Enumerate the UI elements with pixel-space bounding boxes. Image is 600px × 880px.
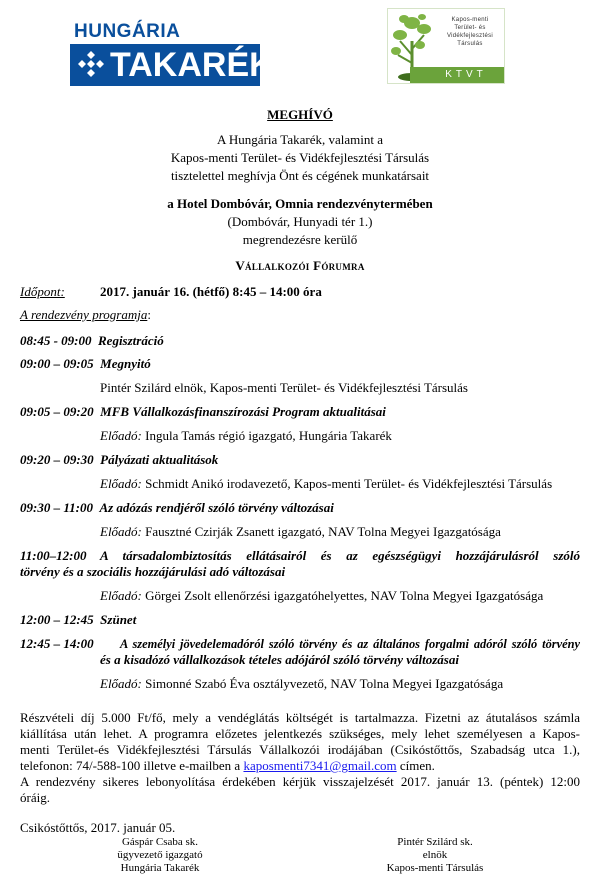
speaker-label: Előadó: (100, 588, 142, 603)
agenda-item (20, 612, 136, 628)
signature-org: Hungária Takarék (120, 862, 200, 874)
logo-text-bottom: TAKARÉK (110, 46, 274, 84)
ktvt-subtitle-line: Társulás (457, 41, 483, 47)
speaker-label: Előadó: (100, 524, 142, 539)
agenda-time: 09:00 – 09:05 (20, 356, 94, 371)
agenda-time: 08:45 - 09:00 (20, 333, 92, 348)
agenda-speaker: Pintér Szilárd elnök, Kapos-menti Terület- és Vidékfejlesztési Társulás (100, 380, 468, 395)
date-value: 2017. január 16. (hétfő) 8:45 – 14:00 óra (100, 284, 322, 299)
speaker-name: Ingula Tamás régió igazgató, Hungária Takarék (145, 428, 392, 443)
rsvp-line: A rendezvény sikeres lebonyolítása érdekében kérjük visszajelzését 2017. január 13. (péntek) 12:00 (20, 774, 580, 789)
agenda-time: 12:45 – 14:00 (20, 636, 94, 651)
agenda-title: Az adózás rendjéről szóló törvény változásai (99, 500, 334, 515)
agenda-item (20, 500, 334, 516)
signature-name: Gáspár Csaba sk. (121, 836, 199, 848)
agenda-title: törvény és a szociális hozzájárulási adó változásai (20, 564, 286, 579)
signature-org: Kapos-menti Társulás (386, 862, 484, 874)
agenda-title: Szünet (100, 612, 137, 627)
intro-line: Kapos-menti Terület- és Vidékfejlesztési Társulás (170, 150, 430, 165)
speaker-label: Előadó: (100, 476, 142, 491)
page-title: MEGHÍVÓ (267, 107, 333, 122)
hungaria-takarek-logo (70, 20, 274, 86)
program-heading-text: A rendezvény programja (20, 307, 148, 322)
agenda-time: 09:30 – 11:00 (20, 500, 93, 515)
agenda-time: 11:00–12:00 (20, 548, 87, 563)
fee-paragraph-line: Részvételi díj 5.000 Ft/fő, mely a vendéglátás költségét is tartalmazza. Fizetni az átutalásos számla (20, 710, 580, 725)
agenda-item (20, 333, 164, 349)
agenda-speaker (100, 476, 552, 492)
agenda-title: Pályázati aktualitások (100, 452, 219, 467)
contact-text: telefonon: 74/-588-100 illetve e-mailben a (20, 758, 244, 773)
agenda-title: Regisztráció (98, 333, 164, 348)
contact-text: címen. (396, 758, 435, 773)
agenda-time: 09:05 – 09:20 (20, 404, 94, 419)
agenda-item (20, 452, 218, 468)
agenda-speaker (100, 524, 501, 540)
fee-paragraph-line: menti Terület-és Vidékfejlesztési Társulás Vállalkozói irodájában (Csikóstőttős, Szabadság utca 1.), (20, 742, 580, 757)
agenda-title: A társadalombiztosítás ellátásairól és az egészségügyi hozzájárulásról szóló (100, 548, 580, 563)
ktvt-subtitle-line: Kapos-menti (451, 17, 489, 23)
fee-paragraph-line (20, 758, 435, 774)
date-label: Időpont: (20, 284, 65, 299)
speaker-label: Előadó: (100, 676, 142, 691)
agenda-speaker (100, 676, 503, 692)
agenda-time: 12:00 – 12:45 (20, 612, 94, 627)
speaker-name: Fausztné Czirják Zsanett igazgató, NAV Tolna Megyei Igazgatósága (145, 524, 501, 539)
intro-line: A Hungária Takarék, valamint a (217, 132, 383, 147)
intro-line: tisztelettel meghívja Önt és cégének munkatársait (170, 168, 430, 183)
program-heading (20, 307, 151, 323)
agenda-time: 09:20 – 09:30 (20, 452, 94, 467)
agenda-speaker (100, 428, 392, 444)
signature-name: Pintér Szilárd sk. (397, 836, 473, 848)
ktvt-subtitle-line: Terület- és (454, 25, 486, 31)
signature-role: ügyvezető igazgató (117, 849, 203, 861)
venue-line: a Hotel Dombóvár, Omnia rendezvénytermében (167, 196, 433, 211)
signature-right (335, 836, 535, 875)
agenda-item (20, 356, 151, 372)
ktvt-acronym: KTVT (445, 69, 487, 80)
ktvt-subtitle (436, 16, 504, 48)
agenda-title: és a kisadózó vállalkozások tételes adójáról szóló törvény változásai (100, 652, 459, 667)
agenda-title: Megnyitó (100, 356, 151, 371)
speaker-name: Görgei Zsolt ellenőrzési igazgatóhelyettes, NAV Tolna Megyei Igazgatósága (145, 588, 544, 603)
speaker-name: Simonné Szabó Éva osztályvezető, NAV Tolna Megyei Igazgatósága (145, 676, 504, 691)
agenda-speaker (100, 588, 543, 604)
venue-line: megrendezésre kerülő (242, 232, 358, 247)
agenda-item (20, 404, 386, 420)
logo-text-top: HUNGÁRIA (74, 21, 181, 42)
speaker-label: Előadó: (100, 428, 142, 443)
speaker-name: Schmidt Anikó irodavezető, Kapos-menti Terület- és Vidékfejlesztési Társulás (145, 476, 553, 491)
fee-paragraph-line: kiállítása után lehet. A programra előzetes jelentkezés szükséges, mely lehet személyesen a Kapos- (20, 726, 580, 741)
diamond-pattern-icon (76, 50, 106, 80)
email-link[interactable]: kaposmenti7341@gmail.com (243, 758, 397, 773)
rsvp-line: óráig. (20, 790, 50, 805)
signature-role: elnök (422, 849, 448, 861)
signature-left (60, 836, 260, 875)
place-date: Csikóstőttős, 2017. január 05. (20, 820, 176, 835)
venue-address: (Dombóvár, Hunyadi tér 1.) (227, 214, 373, 229)
ktvt-subtitle-line: Vidékfejlesztési (446, 33, 494, 39)
program-heading-colon: : (147, 307, 151, 322)
ktvt-logo (387, 8, 505, 84)
agenda-title: A személyi jövedelemadóról szóló törvény és az általános forgalmi adóról szóló törvény (120, 637, 580, 651)
agenda-title: MFB Vállalkozásfinanszírozási Program aktualitásai (100, 404, 386, 419)
event-name: Vállalkozói Fórumra (235, 258, 365, 273)
